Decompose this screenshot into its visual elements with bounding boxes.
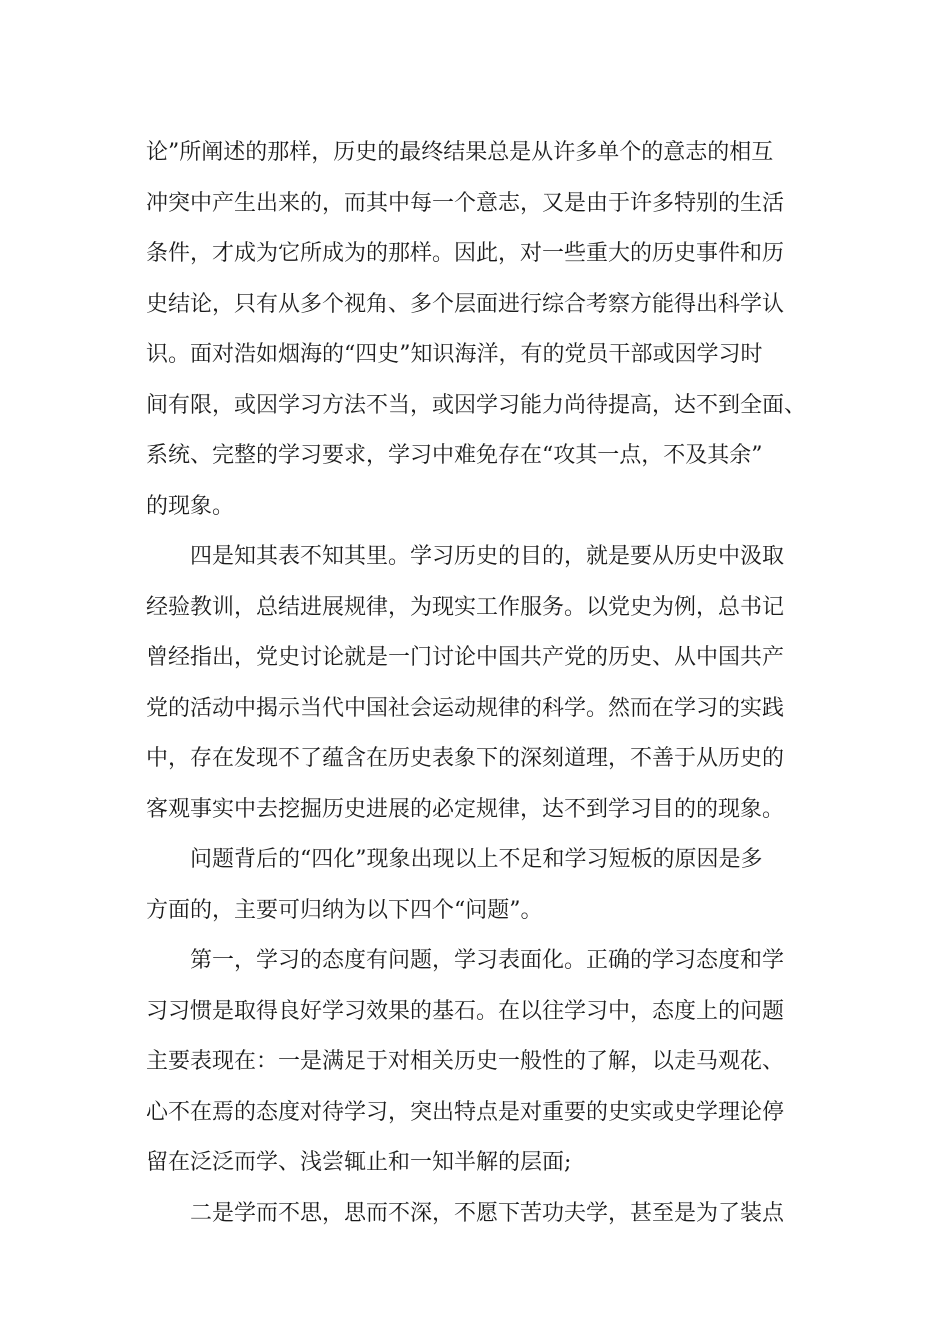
text-line: 习习惯是取得良好学习效果的基石。在以往学习中，态度上的问题: [146, 998, 785, 1024]
text-line: 识。面对浩如烟海的“四史”知识海洋，有的党员干部或因学习时: [146, 342, 763, 367]
paragraph-first-line: 第一，学习的态度有问题，学习表面化。正确的学习态度和学: [190, 948, 785, 973]
text-line: 留在泛泛而学、浅尝辄止和一知半解的层面;: [146, 1150, 572, 1175]
text-line: 心不在焉的态度对待学习，突出特点是对重要的史实或史学理论停: [146, 1099, 785, 1125]
text-line: 方面的，主要可归纳为以下四个“问题”。: [146, 897, 543, 923]
text-line: 经验教训，总结进展规律，为现实工作服务。以党史为例，总书记: [146, 594, 785, 620]
text-line: 条件，才成为它所成为的那样。因此，对一些重大的历史事件和历: [146, 241, 785, 266]
paragraph-first-line: 四是知其表不知其里。学习历史的目的，就是要从历史中汲取: [190, 544, 785, 569]
text-line: 中，存在发现不了蕴含在历史表象下的深刻道理，不善于从历史的: [146, 746, 785, 771]
paragraph-first-line: 问题背后的“四化”现象出现以上不足和学习短板的原因是多: [190, 847, 763, 872]
text-line: 党的活动中揭示当代中国社会运动规律的科学。然而在学习的实践: [146, 695, 785, 721]
paragraph-first-line: 二是学而不思，思而不深，不愿下苦功夫学，甚至是为了装点: [190, 1200, 785, 1226]
body-text: [146, 128, 808, 1239]
text-line: 曾经指出，党史讨论就是一门讨论中国共产党的历史、从中国共产: [146, 645, 785, 670]
text-line: 客观事实中去挖掘历史进展的必定规律，达不到学习目的的现象。: [146, 796, 785, 822]
text-line: 系统、完整的学习要求，学习中难免存在“攻其一点，不及其余”: [146, 443, 763, 468]
text-line: 论”所阐述的那样，历史的最终结果总是从许多单个的意志的相互: [146, 140, 774, 165]
text-line: 的现象。: [146, 493, 235, 519]
text-line: 主要表现在：一是满足于对相关历史一般性的了解，以走马观花、: [146, 1049, 785, 1074]
text-line: 冲突中产生出来的，而其中每一个意志，又是由于许多特别的生活: [146, 190, 785, 216]
text-line: 间有限，或因学习方法不当，或因学习能力尚待提高，达不到全面、: [146, 392, 807, 418]
text-line: 史结论，只有从多个视角、多个层面进行综合考察方能得出科学认: [146, 291, 785, 317]
